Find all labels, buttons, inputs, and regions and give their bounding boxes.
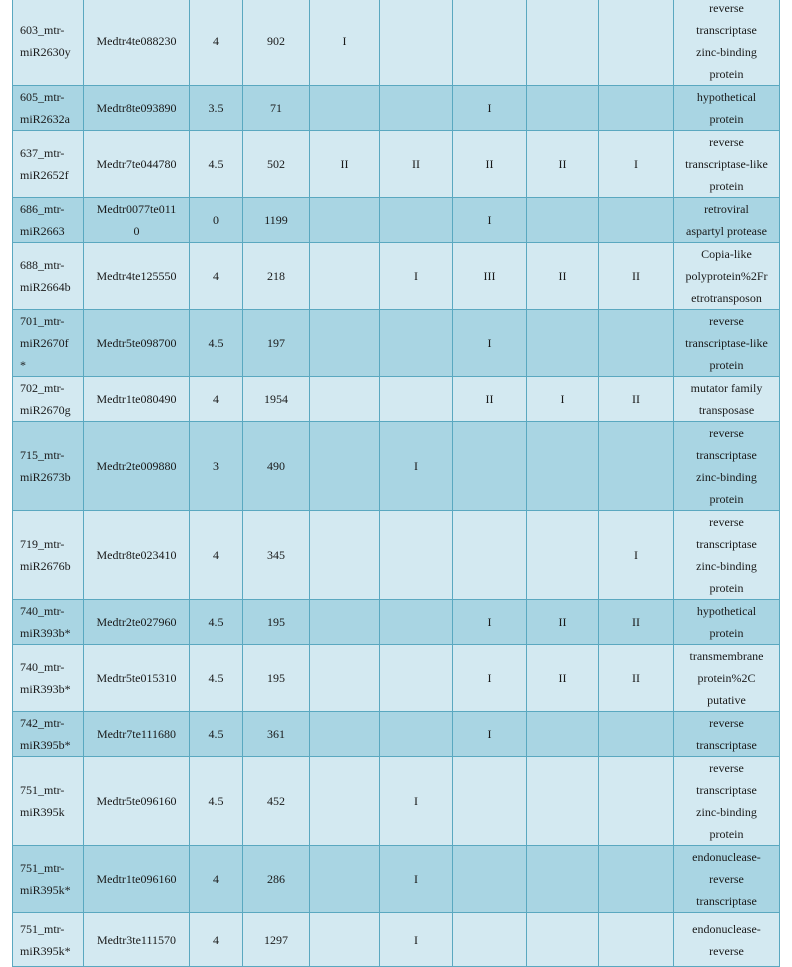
annotation-cell-line: reverse [709,426,744,440]
gene-cell [84,913,190,967]
gene-cell-line: Medtr4te088230 [96,34,177,48]
category-cell-c4 [527,310,599,377]
category-cell-c1: II [310,131,380,198]
annotation-cell-line: hypothetical [696,604,757,618]
annotation-cell [674,198,780,243]
category-cell-c3: I [453,600,527,645]
category-cell-c4: II [527,131,599,198]
table-row [13,0,780,86]
annotation-cell [674,645,780,712]
table-row [13,645,780,712]
gene-cell [84,757,190,846]
category-cell-c4 [527,422,599,511]
category-cell-c4: I [527,377,599,422]
category-cell-c3 [453,0,527,86]
score-cell: 4 [190,243,243,310]
category-cell-c5: II [599,243,674,310]
annotation-cell-line: transcriptase [696,537,757,551]
category-cell-c3 [453,422,527,511]
category-cell-c2: I [380,757,453,846]
category-cell-c5 [599,0,674,86]
mirna-cell [13,243,84,310]
category-cell-c4 [527,712,599,757]
gene-cell [84,846,190,913]
annotation-cell-line: reverse [709,314,744,328]
category-cell-c4: II [527,600,599,645]
category-cell-c4: II [527,243,599,310]
category-cell-c5 [599,86,674,131]
annotation-cell [674,913,780,967]
category-cell-c1 [310,243,380,310]
category-cell-c1 [310,757,380,846]
mirna-cell [13,377,84,422]
category-cell-c5 [599,310,674,377]
category-cell-c5 [599,757,674,846]
score-cell: 4.5 [190,645,243,712]
annotation-cell [674,712,780,757]
length-cell: 195 [243,645,310,712]
category-cell-c4 [527,0,599,86]
annotation-cell-line: polyprotein%2Fr [685,269,768,283]
category-cell-c2 [380,712,453,757]
table-row [13,310,780,377]
score-cell: 4 [190,0,243,86]
annotation-cell-line: transcriptase-like [685,157,768,171]
mirna-cell-line: miR395b* [20,738,71,752]
category-cell-c2 [380,0,453,86]
annotation-cell [674,243,780,310]
annotation-cell-line: transmembrane [689,649,764,663]
mirna-cell [13,131,84,198]
category-cell-c3: I [453,310,527,377]
category-cell-c3: I [453,712,527,757]
annotation-cell-line: reverse [709,943,744,958]
annotation-cell-line: Copia-like [701,247,752,261]
mirna-cell-line: miR395k* [20,943,71,958]
annotation-cell-line: etrotransposon [691,291,762,305]
table-row [13,913,780,967]
category-cell-c4 [527,198,599,243]
gene-cell [84,422,190,511]
gene-cell [84,310,190,377]
category-cell-c1 [310,511,380,600]
length-cell: 218 [243,243,310,310]
length-cell: 502 [243,131,310,198]
gene-cell-line: Medtr3te111570 [96,932,177,947]
category-cell-c4 [527,757,599,846]
score-cell: 4 [190,511,243,600]
category-cell-c5 [599,846,674,913]
category-cell-c2: I [380,846,453,913]
mirna-cell-line: miR2652f [20,168,69,182]
length-cell: 361 [243,712,310,757]
table-body [13,0,780,967]
gene-cell [84,243,190,310]
score-cell: 4.5 [190,131,243,198]
annotation-cell-line: endonuclease- [692,850,761,864]
length-cell: 452 [243,757,310,846]
mirna-cell [13,600,84,645]
annotation-cell-line: protein [709,179,744,193]
category-cell-c3 [453,846,527,913]
target-gene-table [12,0,780,967]
mirna-cell [13,645,84,712]
category-cell-c1 [310,377,380,422]
category-cell-c1 [310,86,380,131]
mirna-cell-line: miR2664b [20,280,71,294]
annotation-cell-line: hypothetical [696,90,757,104]
annotation-cell-line: endonuclease- [692,921,761,936]
mirna-cell-line: 603_mtr- [20,23,65,37]
gene-cell-line: Medtr5te096160 [96,794,177,808]
category-cell-c2: II [380,131,453,198]
gene-cell [84,0,190,86]
annotation-cell [674,0,780,86]
mirna-cell-line: miR395k [20,805,65,819]
annotation-cell-line: reverse [709,716,744,730]
table-row [13,131,780,198]
annotation-cell-line: reverse [709,135,744,149]
mirna-cell-line: 740_mtr- [20,660,65,674]
gene-cell-line: Medtr0077te011 [96,202,177,216]
annotation-cell-line: transcriptase [696,448,757,462]
mirna-cell-line: miR2673b [20,470,71,484]
annotation-cell-line: aspartyl protease [686,224,767,238]
length-cell: 71 [243,86,310,131]
length-cell: 1297 [243,913,310,967]
mirna-cell [13,913,84,967]
gene-cell-line: Medtr1te096160 [96,872,177,886]
category-cell-c4 [527,511,599,600]
mirna-cell-line: miR2670g [20,403,71,417]
gene-cell-line: Medtr5te015310 [96,671,177,685]
annotation-cell-line: reverse [709,1,744,15]
annotation-cell-line: reverse [709,515,744,529]
mirna-cell [13,0,84,86]
category-cell-c2: I [380,243,453,310]
annotation-cell-line: zinc-binding [696,45,757,59]
score-cell: 3.5 [190,86,243,131]
mirna-cell [13,712,84,757]
score-cell: 4.5 [190,600,243,645]
score-cell: 4.5 [190,712,243,757]
score-cell: 3 [190,422,243,511]
length-cell: 1199 [243,198,310,243]
annotation-cell-line: protein [709,492,744,506]
table-row [13,243,780,310]
annotation-cell-line: protein [709,827,744,841]
mirna-cell-line: 751_mtr- [20,921,65,936]
category-cell-c1 [310,422,380,511]
mirna-cell-line: 702_mtr- [20,381,65,395]
gene-cell [84,645,190,712]
gene-cell [84,600,190,645]
annotation-cell-line: protein [709,626,744,640]
annotation-cell-line: zinc-binding [696,470,757,484]
mirna-cell-line: 740_mtr- [20,604,65,618]
category-cell-c3 [453,757,527,846]
mirna-cell-line: 605_mtr- [20,90,65,104]
annotation-cell-line: transcriptase-like [685,336,768,350]
mirna-cell-line: miR393b* [20,626,71,640]
annotation-cell [674,422,780,511]
category-cell-c3: I [453,86,527,131]
annotation-cell-line: transcriptase [696,894,757,908]
table-row [13,198,780,243]
mirna-cell-line: miR2663 [20,224,65,238]
annotation-cell-line: reverse [709,761,744,775]
mirna-cell-line: 688_mtr- [20,258,65,272]
category-cell-c5: II [599,600,674,645]
category-cell-c2 [380,645,453,712]
annotation-cell [674,511,780,600]
category-cell-c1 [310,846,380,913]
category-cell-c2 [380,198,453,243]
mirna-cell-line: 751_mtr- [20,783,65,797]
category-cell-c3: II [453,131,527,198]
score-cell: 4 [190,846,243,913]
gene-cell-line: Medtr8te093890 [96,101,177,115]
gene-cell-line: Medtr5te098700 [96,336,177,350]
mirna-cell-line: miR393b* [20,682,71,696]
table-row [13,846,780,913]
annotation-cell [674,86,780,131]
table-row [13,511,780,600]
category-cell-c5 [599,712,674,757]
mirna-cell [13,511,84,600]
gene-cell [84,131,190,198]
annotation-cell-line: transcriptase [696,23,757,37]
category-cell-c5: I [599,511,674,600]
annotation-cell-line: transcriptase [696,783,757,797]
category-cell-c1 [310,913,380,967]
table-row [13,600,780,645]
category-cell-c4: II [527,645,599,712]
annotation-cell-line: protein [709,358,744,372]
category-cell-c1 [310,645,380,712]
gene-cell [84,86,190,131]
category-cell-c3: I [453,198,527,243]
mirna-cell-line: 637_mtr- [20,146,65,160]
category-cell-c5 [599,198,674,243]
annotation-cell-line: transposase [698,403,755,417]
category-cell-c3 [453,913,527,967]
gene-cell-line: Medtr7te111680 [96,727,177,741]
category-cell-c2 [380,377,453,422]
gene-cell [84,712,190,757]
score-cell: 4.5 [190,310,243,377]
category-cell-c3: I [453,645,527,712]
gene-cell [84,198,190,243]
category-cell-c5: I [599,131,674,198]
mirna-cell [13,310,84,377]
mirna-cell-line: 719_mtr- [20,537,65,551]
annotation-cell [674,600,780,645]
mirna-cell-line: 701_mtr- [20,314,65,328]
score-cell: 0 [190,198,243,243]
length-cell: 902 [243,0,310,86]
annotation-cell [674,377,780,422]
annotation-cell-line: protein [709,67,744,81]
category-cell-c2 [380,86,453,131]
annotation-cell-line: protein [709,112,744,126]
gene-cell-line: Medtr2te009880 [96,459,177,473]
annotation-cell [674,846,780,913]
mirna-cell-line: 686_mtr- [20,202,65,216]
gene-cell-line: Medtr1te080490 [96,392,177,406]
annotation-cell-line: reverse [709,872,744,886]
mirna-cell-line: 715_mtr- [20,448,65,462]
mirna-cell [13,757,84,846]
annotation-cell [674,131,780,198]
category-cell-c1 [310,310,380,377]
mirna-cell-line: miR2630y [20,45,71,59]
category-cell-c1 [310,712,380,757]
category-cell-c2: I [380,913,453,967]
mirna-cell [13,422,84,511]
mirna-cell [13,198,84,243]
annotation-cell-line: retroviral [704,202,749,216]
mirna-cell-line: * [20,358,26,372]
table-row [13,377,780,422]
mirna-cell [13,846,84,913]
category-cell-c5: II [599,377,674,422]
gene-cell-line: 0 [133,224,140,238]
mirna-cell-line: 751_mtr- [20,861,65,875]
annotation-cell [674,757,780,846]
category-cell-c4 [527,846,599,913]
category-cell-c1 [310,198,380,243]
mirna-cell-line: 742_mtr- [20,716,65,730]
category-cell-c4 [527,913,599,967]
category-cell-c5: II [599,645,674,712]
gene-cell-line: Medtr8te023410 [96,548,177,562]
category-cell-c1: I [310,0,380,86]
category-cell-c5 [599,913,674,967]
gene-cell [84,377,190,422]
score-cell: 4 [190,377,243,422]
category-cell-c3: III [453,243,527,310]
annotation-cell-line: zinc-binding [696,559,757,573]
gene-cell-line: Medtr4te125550 [96,269,177,283]
length-cell: 490 [243,422,310,511]
annotation-cell-line: mutator family [690,381,763,395]
category-cell-c3 [453,511,527,600]
annotation-cell-line: protein [709,581,744,595]
table-row [13,86,780,131]
length-cell: 345 [243,511,310,600]
mirna-cell-line: miR2676b [20,559,71,573]
table-row [13,712,780,757]
gene-cell-line: Medtr7te044780 [96,157,177,171]
category-cell-c2: I [380,422,453,511]
table-row [13,422,780,511]
score-cell: 4.5 [190,757,243,846]
mirna-cell-line: miR395k* [20,883,71,897]
category-cell-c5 [599,422,674,511]
category-cell-c4 [527,86,599,131]
length-cell: 197 [243,310,310,377]
annotation-cell-line: putative [707,693,746,707]
annotation-cell-line: transcriptase [696,738,757,752]
category-cell-c2 [380,310,453,377]
mirna-cell [13,86,84,131]
mirna-cell-line: miR2670f [20,336,69,350]
category-cell-c1 [310,600,380,645]
length-cell: 195 [243,600,310,645]
mirna-cell-line: miR2632a [20,112,70,126]
category-cell-c2 [380,511,453,600]
category-cell-c2 [380,600,453,645]
annotation-cell [674,310,780,377]
annotation-cell-line: protein%2C [697,671,756,685]
length-cell: 1954 [243,377,310,422]
gene-cell-line: Medtr2te027960 [96,615,177,629]
category-cell-c3: II [453,377,527,422]
score-cell: 4 [190,913,243,967]
gene-cell [84,511,190,600]
table-row [13,757,780,846]
annotation-cell-line: zinc-binding [696,805,757,819]
length-cell: 286 [243,846,310,913]
